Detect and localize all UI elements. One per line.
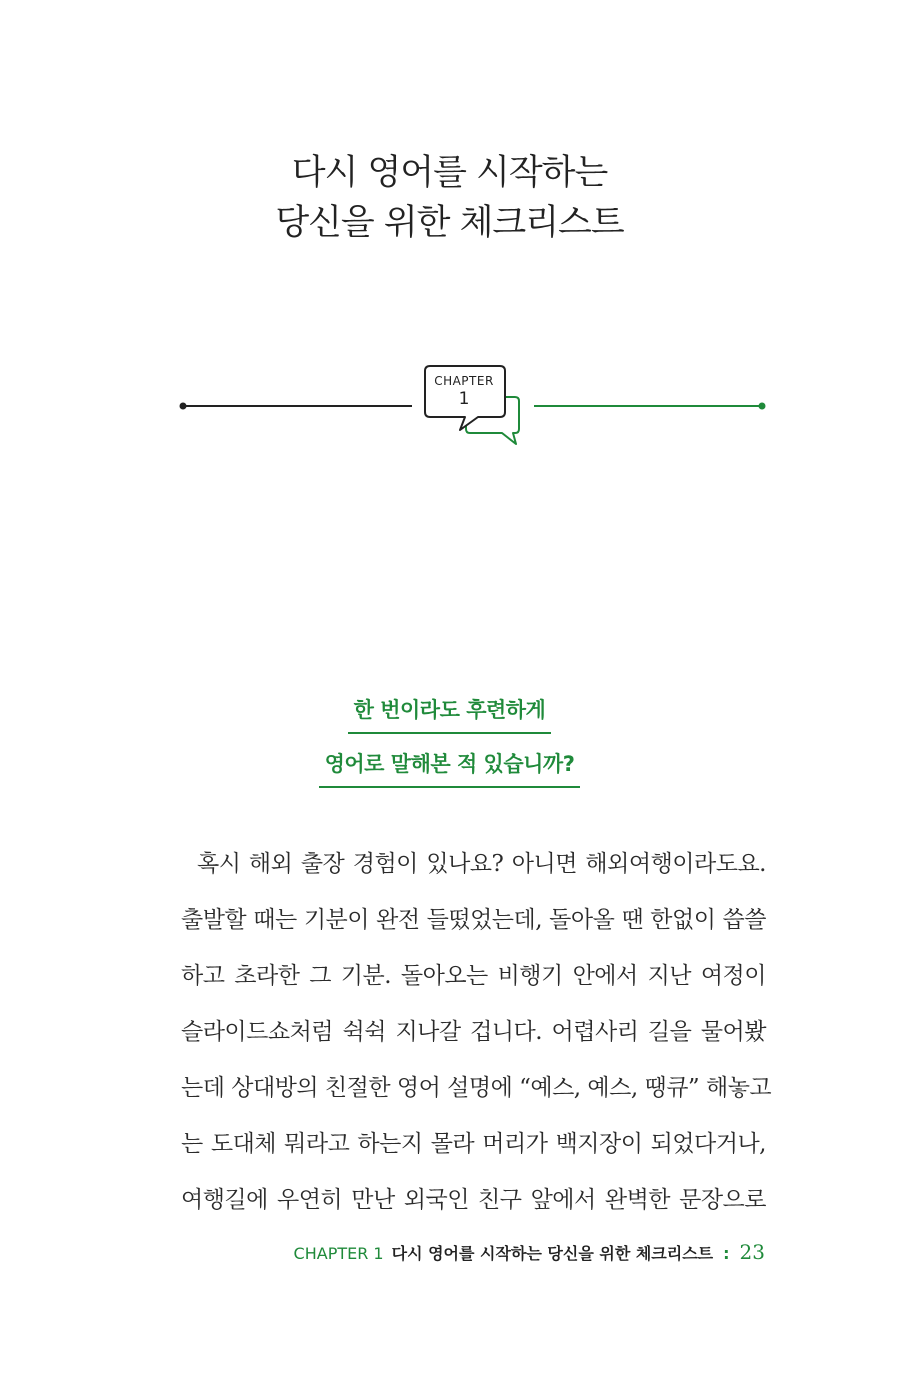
chapter-title-line-2: 당신을 위한 체크리스트 bbox=[275, 203, 624, 243]
chapter-badge-word: CHAPTER bbox=[434, 374, 494, 388]
page-number: 23 bbox=[739, 1240, 765, 1264]
chapter-title-line-1: 다시 영어를 시작하는 bbox=[291, 153, 608, 193]
subheading-line-2-wrap bbox=[0, 748, 899, 788]
divider-dot-right bbox=[759, 403, 766, 410]
chapter-badge-number: 1 bbox=[458, 389, 470, 409]
subheading-line-1: 한 번이라도 후련하게 bbox=[348, 694, 552, 734]
body-line: 하고 초라한 그 기분. 돌아오는 비행기 안에서 지난 여정이 bbox=[181, 963, 766, 989]
divider-dot-left bbox=[180, 403, 187, 410]
body-line: 슬라이드쇼처럼 쉭쉭 지나갈 겁니다. 어렵사리 길을 물어봤 bbox=[181, 1019, 766, 1045]
page-footer bbox=[294, 1240, 765, 1264]
footer-chapter: CHAPTER 1 bbox=[293, 1244, 384, 1263]
body-line: 여행길에 우연히 만난 외국인 친구 앞에서 완벽한 문장으로 bbox=[181, 1187, 766, 1213]
footer-title: 다시 영어를 시작하는 당신을 위한 체크리스트 bbox=[391, 1244, 714, 1263]
footer-separator: : bbox=[723, 1244, 730, 1263]
subheading-line-1-wrap bbox=[0, 694, 899, 734]
body-line: 는 도대체 뭐라고 하는지 몰라 머리가 백지장이 되었다거나, bbox=[181, 1131, 766, 1157]
chapter-title bbox=[0, 148, 899, 248]
body-paragraph bbox=[181, 836, 772, 1228]
chapter-divider bbox=[0, 355, 899, 465]
body-line: 출발할 때는 기분이 완전 들떴었는데, 돌아올 땐 한없이 씁쓸 bbox=[181, 907, 766, 933]
body-line: 혹시 해외 출장 경험이 있나요? 아니면 해외여행이라도요. bbox=[197, 851, 766, 877]
body-line: 는데 상대방의 친절한 영어 설명에 “예스, 예스, 땡큐” 해놓고 bbox=[181, 1075, 772, 1101]
chapter-badge-label bbox=[422, 373, 506, 409]
subheading-line-2: 영어로 말해본 적 있습니까? bbox=[319, 748, 581, 788]
